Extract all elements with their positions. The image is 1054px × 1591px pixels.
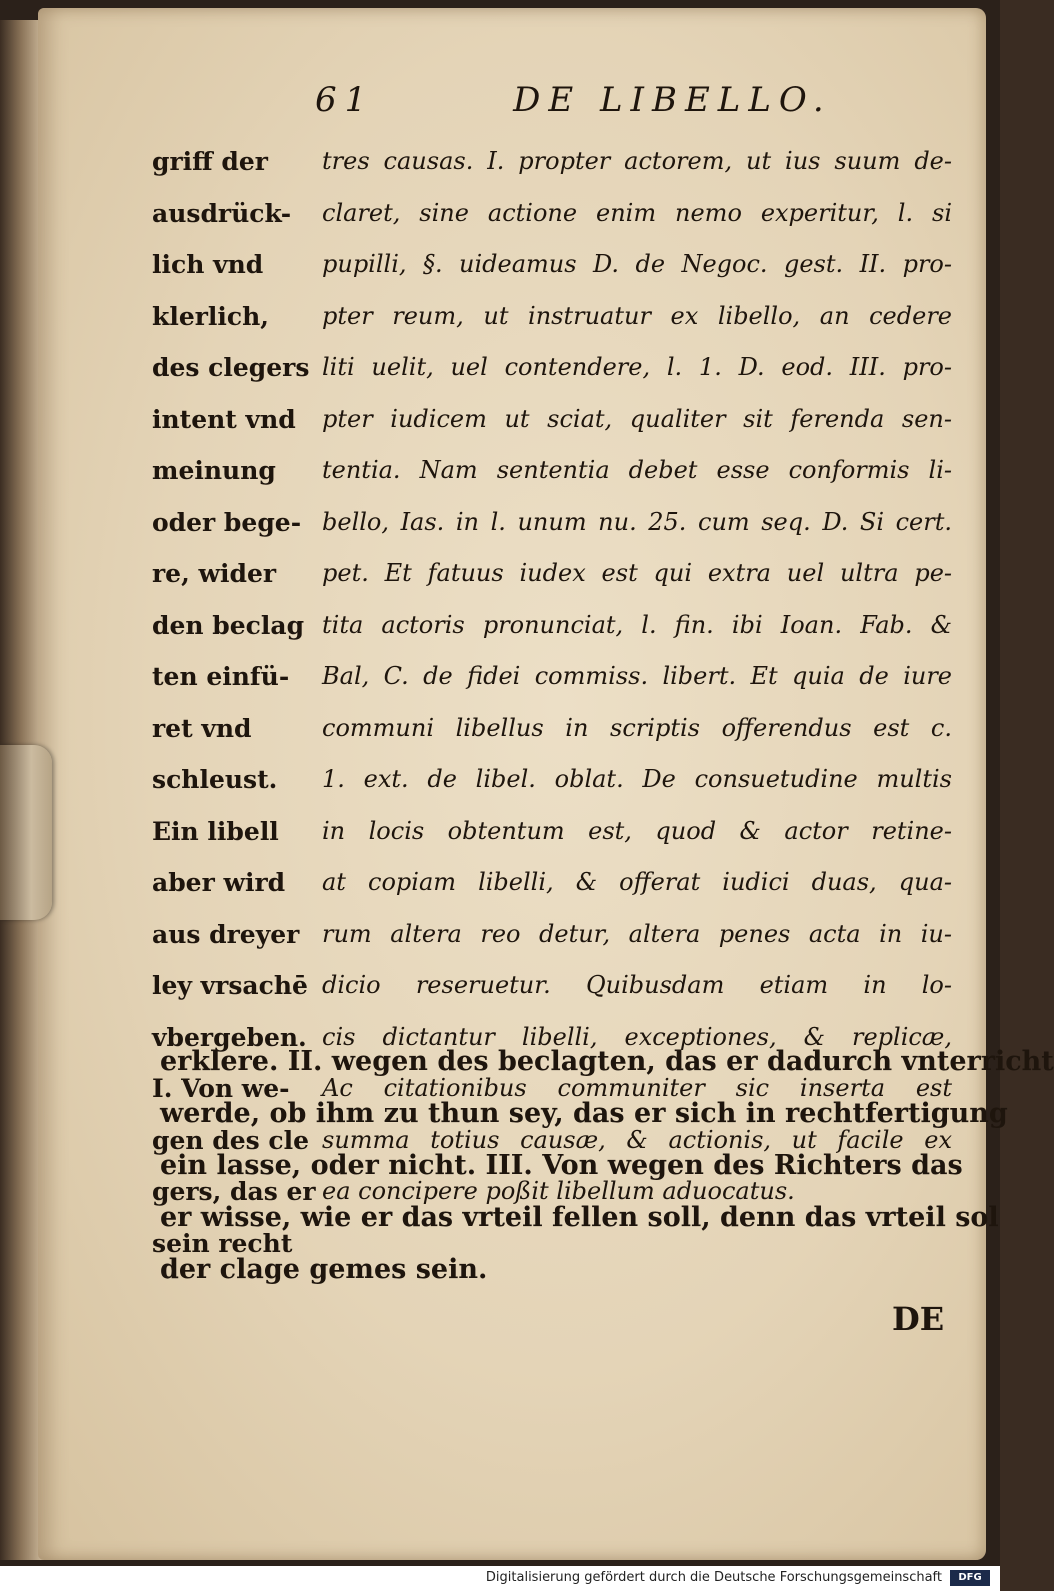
margin-line: gers, das er — [152, 1177, 316, 1206]
margin-line: ret vnd — [152, 713, 252, 743]
text-line: erklere. II. wegen des beclagten, das er dadurch vnterricht — [160, 1046, 1054, 1077]
margin-line: griff der — [152, 147, 268, 176]
text-line: cis dictantur libelli, exceptiones, & replicæ, — [322, 1022, 952, 1051]
footer-credit: Digitalisierung gefördert durch die Deutsche Forschungsgemeinschaft — [485, 1570, 942, 1585]
german-text-block — [160, 1036, 1054, 1296]
text-line: summa totius causæ, & actionis, ut facile ex — [322, 1125, 952, 1154]
margin-line: den beclag — [152, 610, 305, 640]
margin-line: lich vnd — [152, 250, 264, 279]
margin-line: gen des cle — [152, 1125, 310, 1155]
text-line: ea concipere poßit libellum aduocatus. — [322, 1177, 795, 1205]
text-line: liti uelit, uel contendere, l. 1. D. eod. III. pro- — [322, 353, 952, 381]
margin-line: re, wider — [152, 559, 277, 588]
text-line: Bal, C. de fidei commiss. libert. Et quia de iure — [322, 662, 952, 690]
text-line: pter iudicem ut sciat, qualiter sit ferenda sen- — [322, 404, 952, 433]
margin-line: oder bege- — [152, 507, 302, 537]
text-line: dicio reseruetur. Quibusdam etiam in lo- — [322, 971, 952, 999]
margin-line: ausdrück- — [152, 198, 292, 228]
margin-line: I. Von we- — [152, 1074, 290, 1103]
running-header — [315, 80, 832, 120]
text-line: pter reum, ut instruatur ex libello, an cedere — [322, 301, 952, 330]
page-number: 61 — [315, 80, 375, 120]
running-title: DE LIBELLO. — [513, 80, 832, 120]
text-line: claret, sine actione enim nemo experitur, l. si — [322, 198, 952, 227]
margin-line: schleust. — [152, 765, 278, 794]
text-line: at copiam libelli, & offerat iudici duas, qua- — [322, 868, 952, 896]
text-line: rum altera reo detur, altera penes acta in iu- — [322, 919, 952, 948]
margin-line: meinung — [152, 456, 276, 485]
margin-line: aber wird — [152, 868, 286, 897]
digitization-footer — [0, 1566, 1000, 1591]
text-line: tentia. Nam sententia debet esse conformis li- — [322, 456, 952, 484]
margin-line: aus dreyer — [152, 919, 300, 949]
text-line: tita actoris pronunciat, l. fin. ibi Ioan. Fab. & — [322, 610, 952, 639]
margin-line: des clegers — [152, 353, 310, 382]
text-line: bello, Ias. in l. unum nu. 25. cum seq. D. Si cert. — [322, 507, 952, 536]
margin-line: vbergeben. — [152, 1022, 307, 1052]
text-line: werde, ob ihm zu thun sey, das er sich in rechtfertigung — [160, 1098, 1008, 1129]
margin-line: klerlich, — [152, 301, 269, 331]
text-line: ein lasse, oder nicht. III. Von wegen des Richters das — [160, 1150, 963, 1181]
book-clasp — [0, 745, 52, 920]
text-line: pet. Et fatuus iudex est qui extra uel ultra pe- — [322, 559, 952, 587]
text-line: communi libellus in scriptis offerendus est c. — [322, 713, 952, 742]
text-line: der clage gemes sein. — [160, 1254, 488, 1285]
dfg-logo: DFG — [950, 1570, 990, 1586]
margin-line: ley vrsachē — [152, 971, 308, 1000]
catchword: DE — [892, 1300, 945, 1338]
text-line: tres causas. I. propter actorem, ut ius suum de- — [322, 147, 952, 175]
text-line: er wisse, wie er das vrteil fellen soll, denn das vrteil sol — [160, 1202, 999, 1233]
margin-line: sein recht — [152, 1228, 293, 1258]
margin-line: intent vnd — [152, 404, 296, 434]
margin-line: Ein libell — [152, 816, 279, 846]
margin-line: ten einfü- — [152, 662, 290, 691]
text-line: 1. ext. de libel. oblat. De consuetudine multis — [322, 765, 952, 793]
text-line: pupilli, §. uideamus D. de Negoc. gest. II. pro- — [322, 250, 952, 278]
text-line: Ac citationibus communiter sic inserta est — [322, 1074, 952, 1102]
text-line: in locis obtentum est, quod & actor retine- — [322, 816, 952, 845]
